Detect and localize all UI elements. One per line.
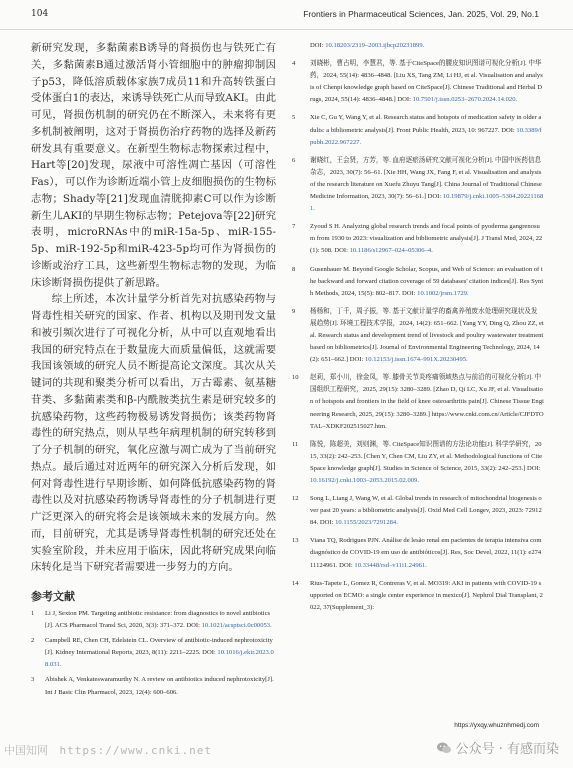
reference-item: [292, 493, 544, 529]
reference-citation: 谢晓红，王会贤，方芳，等. 血府逐瘀汤研究文献可视化分析[J]. 中国中医药信息杂志，2023, 30(7): 56–61. [Xie HH, Wang JX, Fang F, et al. Visualisation and analysis of the research literature on Xuefu Zhuyu Tang[J]. China Journal of Traditional Chinese Medicine Information, 2023, 30(7): 56–61.] DOI:: [310, 156, 542, 201]
reference-item: [292, 112, 544, 148]
reference-citation: DOI:: [310, 42, 326, 49]
reference-number: 10: [292, 374, 299, 382]
reference-item: [292, 155, 544, 215]
reference-doi-link[interactable]: 10.7501/j.issn.0253–2670.2024.14.020.: [412, 96, 518, 104]
reference-text: [45, 608, 276, 632]
body-paragraph-2: 综上所述，本次计量学分析首先对抗感染药物与肾毒性相关研究的国家、作者、机构以及期刊发文量和被引频次进行了可视化分析，从中可以直观地看出我国的研究特点在于数量庞大而质量偏低，这就需要我国该领域的研究人员不断提高论文深度。其次从关键词的共现和聚类分析可以看出，万古霉素、氨基糖苷类、多黏菌素类和β-内酰胺类抗生素是研究较多的抗感染药物，这些药物极易诱发肾损伤；该类药物肾毒性的研究热点，则从早些年病理机制的研究转移到了分子机制的研究，氧化应激与凋亡成为了当前研究热点。最后通过对近两年的研究深入分析后发现，如何对肾毒性进行早期诊断、如何降低抗感染药物的肾毒性以及对抗感染药物诱导肾毒性的分子机制进行更广泛更深入的研究将会是该领域未来的发展方向。然而，目前研究，尤其是诱导肾毒性机制的研究还处在实验室阶段，并未应用于临床，因此将研究成果向临床转化是当下研究者需要进一步努力的方向。: [31, 293, 276, 574]
journal-citation: Frontiers in Pharmaceutical Sciences, Jan. 2025, Vol. 29, No.1: [303, 9, 539, 19]
reference-item: [292, 306, 544, 366]
running-header: [0, 0, 573, 30]
reference-number: 11: [292, 440, 299, 448]
reference-number: 2: [31, 637, 35, 645]
reference-number: 7: [292, 223, 296, 231]
reference-doi-link[interactable]: 10.1002/jrsm.1729.: [417, 289, 469, 297]
reference-doi-link[interactable]: 10.12153/j.issn.1674–991X.20230495.: [364, 356, 468, 364]
reference-doi-link[interactable]: 10.1186/s12967–024–05306–4.: [349, 247, 433, 255]
reference-citation: Gusenbauer M. Beyond Google Scholar, Scopus, and Web of Science: an evaluation of the backward and forward citation coverage of 59 databases' citation indices[J]. Res Synth Methods, 2024, 15(5): 802–817. DOI:: [310, 265, 544, 297]
wechat-watermark: [436, 738, 559, 757]
reference-item: [31, 635, 276, 671]
reference-citation: Song L, Liang J, Wang W, et al. Global trends in research of mitochondrial biogenesis over past 20 years: a bibliometric analysis[J]. Oxid Med Cell Longev, 2023, 2023: 7291284. DOI:: [310, 495, 542, 527]
reference-text: [310, 264, 544, 300]
reference-number: [292, 40, 310, 52]
reference-item: [31, 674, 276, 698]
reference-citation: Li J, Sexton PM. Targeting antibiotic resistance: from diagnostics to novel antibiotics[J]. ACS Pharmacol Transl Sci, 2020, 3(3): 371–372. DOI:: [45, 610, 271, 630]
reference-number: 6: [292, 156, 296, 164]
reference-text: [310, 112, 544, 148]
reference-item: [292, 439, 544, 487]
reference-number: 4: [292, 60, 296, 68]
reference-text: [310, 535, 544, 571]
cnki-watermark: [4, 742, 212, 758]
reference-citation: 刘晓彬，曹占明，李慧君，等. 基于CiteSpace的腰皮知识图谱可视化分析[J]. 中华药，2024, 55(14): 4836–4848. [Liu XS, Tang ZM, Li HJ, et al. Visualisation and analysis of Chenpi knowledge graph based on CiteSpace[J]. Chinese Traditional and Herbal Drugs, 2024, 55(14): 4836–4848.] DOI:: [310, 60, 543, 104]
reference-item: [31, 608, 276, 632]
references-list-right: [292, 40, 544, 614]
reference-doi-link[interactable]: 10.19879/j.cnki.1005–5304.202211681.: [310, 193, 544, 213]
reference-item: [292, 40, 544, 52]
references-list-left: [31, 608, 276, 699]
reference-doi-link[interactable]: 10.1021/acsptsci.0c00053.: [201, 622, 272, 630]
reference-item: [292, 221, 544, 257]
reference-citation: Xie C, Gu Y, Wang Y, et al. Research status and hotspots of medication safety in older adults: a bibliometric analysis[J]. Front Public Health, 2023, 10: 967227. DOI:: [310, 114, 542, 134]
reference-doi-link[interactable]: 10.1155/2023/7291284.: [335, 519, 398, 527]
reference-text: [310, 578, 544, 614]
footer-url[interactable]: https://yxqy.whuznhmedj.com: [454, 722, 539, 729]
reference-text: [310, 155, 544, 215]
wechat-label: 公众号 · 有感而染: [455, 742, 559, 757]
reference-text: [310, 221, 544, 257]
reference-number: 13: [292, 537, 299, 545]
reference-text: [310, 439, 544, 487]
reference-text: [45, 635, 276, 671]
reference-item: [292, 372, 544, 432]
reference-text: [310, 493, 544, 529]
reference-item: [292, 535, 544, 571]
references-heading: 参考文献: [31, 590, 75, 603]
reference-number: 3: [31, 676, 35, 684]
reference-citation: Campbell RE, Chen CH, Edelstein CL. Overview of antibiotic-induced nephrotoxicity[J]. Kidney International Reports, 2023, 8(11): 2211–2225. DOI:: [45, 637, 273, 657]
reference-text: [310, 40, 544, 52]
right-column: [292, 40, 544, 620]
reference-number: 1: [31, 610, 35, 617]
reference-doi-link[interactable]: 10.1016/j.ekir.2023.08.031.: [45, 649, 274, 669]
reference-item: [292, 58, 544, 106]
reference-text: [310, 306, 544, 366]
reference-item: [292, 264, 544, 300]
reference-text: [45, 674, 276, 698]
reference-number: 14: [292, 579, 299, 587]
reference-citation: Rius-Tapete L, Gomez R, Contreras V, et al. MO319: AKI in patients with COVID-19 supported on ECMO: a single center experience in mexico[J]. Nephrol Dial Transplant, 2022, 37(Supplement_3):: [310, 579, 543, 611]
page-number: 104: [31, 9, 49, 19]
reference-number: 12: [292, 495, 299, 503]
body-text: [31, 40, 276, 576]
reference-item: [292, 578, 544, 614]
reference-doi-link[interactable]: 10.3389/fpubh.2022.967227.: [310, 126, 542, 146]
wechat-icon: [436, 740, 452, 756]
reference-citation: 赵莉，郑小川，徐金凤，等. 膝骨关节炎疼痛领域热点与前沿的可视化分析[J]. 中国组织工程研究，2025, 29(15): 3280–3289. [Zhao D, Qi LC, Xu JF, et al. Visualisation of hotspots and frontiers in the field of knee osteoarthritis pain[J]. Chinese Tissue Engineering Research, 2025, 29(15): 3280–3289.] https://www.cnki.com.cn/Article/CJFDTOTAL–XDKF202515027.htm.: [310, 374, 544, 430]
reference-citation: Zyoud S H. Analyzing global research trends and focal points of pyoderma gangrenosum from 1930 to 2023: visualization and bibliometric analysis[J]. J Transl Med, 2024, 22(1): 508. DOI:: [310, 223, 543, 255]
reference-number: 9: [292, 307, 296, 315]
cnki-url: https://www.cnki.net: [59, 744, 212, 757]
reference-citation: 杨杨和，丁千，周子振，等. 基于文献计量学的畜禽养殖废水处理研究现状及发展趋势[J]. 环境工程技术学报，2024, 14(2): 651–662. [Yang YY, Ding Q, Zhou ZZ, et al. Research status and development trend of livestock and poultry wastewater treatment based on bibliometrics[J]. Journal of Environmental Engineering Technology, 2024, 14(2): 651–662.] DOI:: [310, 307, 544, 364]
body-paragraph-1: 新研究发现，多黏菌素B诱导的肾损伤也与铁死亡有关，多黏菌素B通过激活肾小管细胞中的肿瘤抑制因子p53，降低溶质载体家族7成员11和升高转铁蛋白受体蛋白1的表达，来诱导铁死亡从而导致AKI。由此可见，肾损伤机制的研究仍在不断深入，未来将有更多机制被阐明，这对于肾损伤治疗药物的选择及新药研发具有重要意义。在新型生物标志物探索过程中，Hart等[20]发现，尿液中可溶性凋亡基因（可溶性Fas），可以作为诊断近端小管上皮细胞损伤的生物标志物；Shady等[21]发现血清胱抑素C可以作为诊断新生儿AKI的早期生物标志物；Petejova等[22]研究表明，microRNAs中的miR-15a-5p、miR-155-5p、miR-192-5p和miR-423-5p均可作为肾损伤的诊断或治疗工具，这些新型生物标志物的发现，为临床诊断肾损伤提供了新思路。: [31, 42, 276, 289]
reference-text: [310, 372, 544, 432]
reference-citation: Viana TQ, Rodrigues PJN. Análise de lesão renal em pacientes de terapia intensiva com diagnóstico de COVID-19 em uso de antibióticos[J]. Res, Soc Devel, 2022, 11(1): e27411124961. DOI:: [310, 537, 542, 569]
cnki-site-name: 中国知网: [4, 744, 48, 757]
left-column: [31, 40, 276, 702]
reference-citation: Abishek A, Venkateswaramurthy N. A review on antibiotics induced nephrotoxicity[J]. Int J Basic Clin Pharmacol, 2023, 12(4): 600–606.: [45, 676, 274, 696]
reference-number: 5: [292, 114, 296, 122]
reference-citation: 陈悦，陈超美，刘则渊，等. CiteSpace知识图谱的方法论功能[J]. 科学学研究，2015, 33(2): 242–253. [Chen Y, Chen CM, Liu ZY, et al. Methodological functions of CiteSpace knowledge graph[J]. Studies in Science of Science, 2015, 33(2): 242–253.] DOI:: [310, 440, 543, 472]
reference-doi-link[interactable]: 10.18203/2319–2003.ijbcp20231899.: [325, 42, 425, 49]
reference-text: [310, 58, 544, 106]
reference-doi-link[interactable]: 10.33448/rsd–v11i1.24961.: [354, 561, 427, 569]
reference-number: 8: [292, 265, 296, 273]
reference-doi-link[interactable]: 10.16192/j.cnki.1003–2053.2015.02.009.: [310, 477, 419, 484]
